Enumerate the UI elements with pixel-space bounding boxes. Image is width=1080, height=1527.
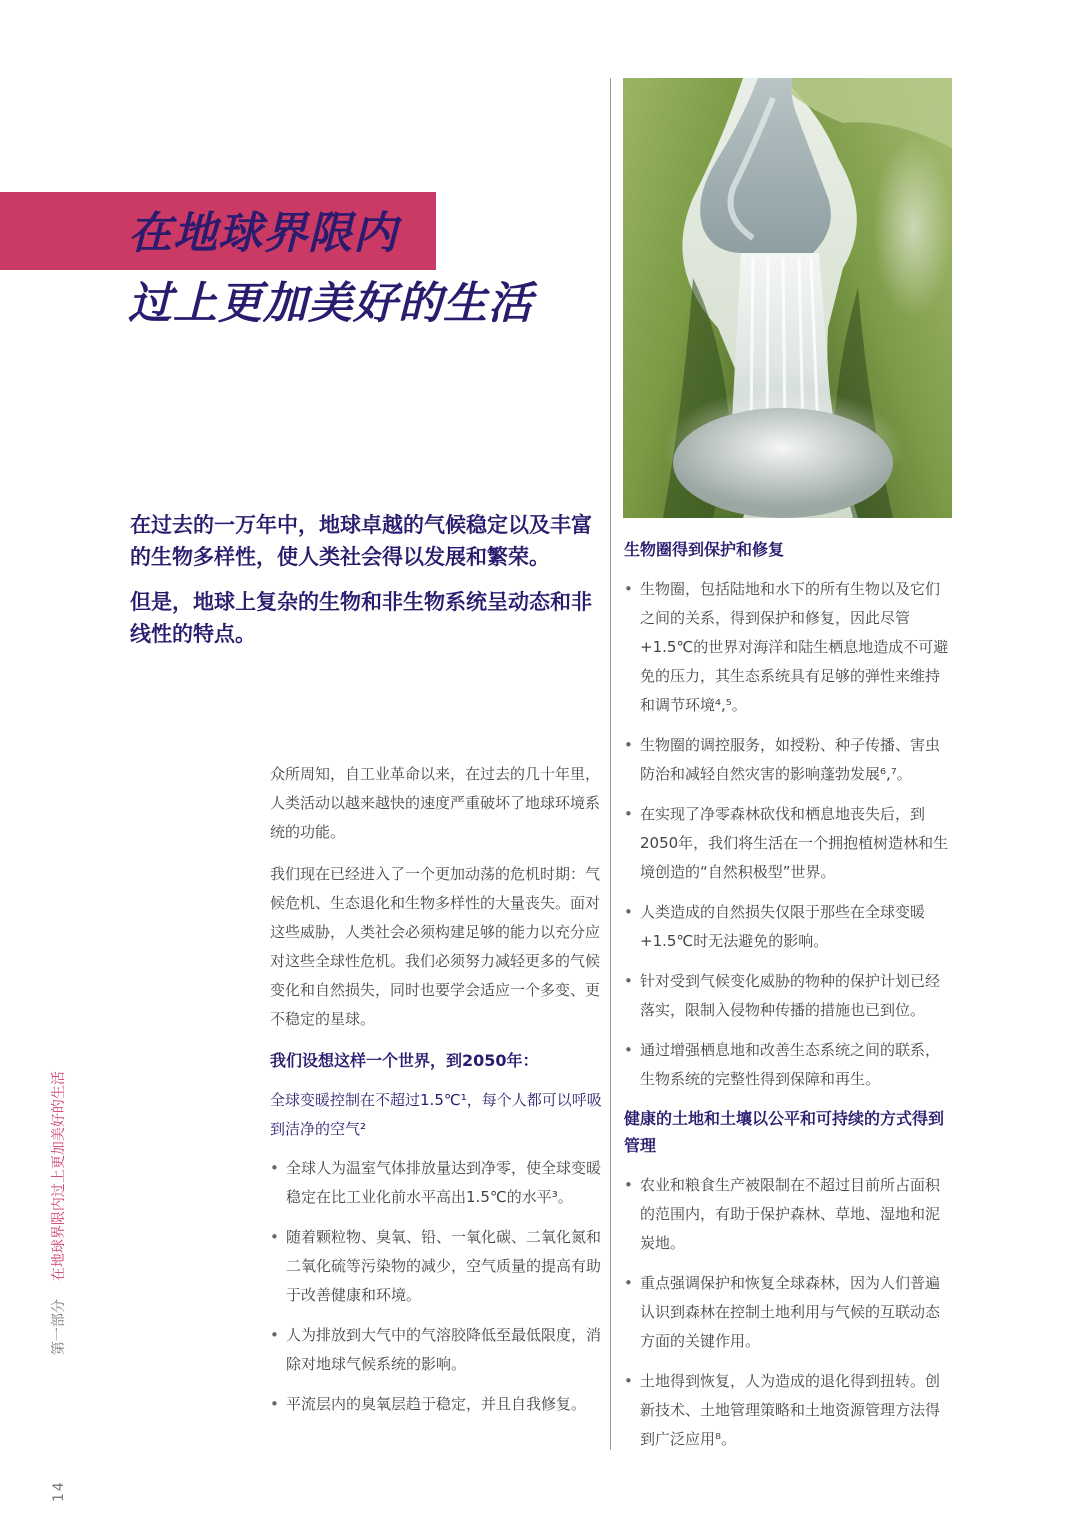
left-body-column bbox=[270, 760, 602, 1430]
bullet-icon: • bbox=[624, 805, 633, 823]
list-item-text: 人类造成的自然损失仅限于那些在全球变暖+1.5℃时无法避免的影响。 bbox=[640, 903, 926, 950]
right-body-column bbox=[624, 536, 954, 1465]
body-paragraph-2: 我们现在已经进入了一个更加动荡的危机时期：气候危机、生态退化和生物多样性的大量丧失。面对这些威胁，人类社会必须构建足够的能力以充分应对这些全球性危机。我们必须努力减轻更多的气候变化和自然损失，同时也要学会适应一个多变、更不稳定的星球。 bbox=[270, 865, 601, 1028]
bullet-icon: • bbox=[270, 1159, 279, 1177]
list-item bbox=[624, 1269, 954, 1356]
land-soil-heading: 健康的土地和土壤以公平和可持续的方式得到管理 bbox=[624, 1109, 945, 1155]
bullet-icon: • bbox=[624, 580, 633, 598]
list-item bbox=[270, 1321, 602, 1379]
list-item bbox=[624, 898, 954, 956]
bullet-icon: • bbox=[624, 1274, 633, 1292]
list-item bbox=[624, 1367, 954, 1454]
side-running-header bbox=[44, 1022, 74, 1502]
list-item bbox=[624, 731, 954, 789]
list-item-text: 在实现了净零森林砍伐和栖息地丧失后，到2050年，我们将生活在一个拥抱植树造林和生境创造的“自然积极型”世界。 bbox=[640, 805, 949, 881]
page-title-line-2: 过上更加美好的生活 bbox=[128, 278, 533, 329]
list-item bbox=[624, 1171, 954, 1258]
bullet-icon: • bbox=[270, 1326, 279, 1344]
lead-paragraph-1: 在过去的一万年中，地球卓越的气候稳定以及丰富的生物多样性，使人类社会得以发展和繁荣。 bbox=[130, 513, 592, 569]
list-item-text: 生物圈的调控服务，如授粉、种子传播、害虫防治和减轻自然灾害的影响蓬勃发展⁶,⁷。 bbox=[640, 736, 941, 783]
column-divider bbox=[610, 78, 611, 1450]
vision-heading: 我们设想这样一个世界，到2050年： bbox=[270, 1051, 539, 1070]
bullet-icon: • bbox=[624, 736, 633, 754]
list-item bbox=[624, 575, 954, 720]
list-item-text: 土地得到恢复，人为造成的退化得到扭转。创新技术、土地管理策略和土地资源管理方法得到广泛应用⁸。 bbox=[640, 1372, 941, 1448]
bullet-icon: • bbox=[270, 1395, 279, 1413]
biosphere-bullet-list bbox=[624, 575, 954, 1094]
bullet-icon: • bbox=[624, 1176, 633, 1194]
list-item-text: 随着颗粒物、臭氧、铅、一氧化碳、二氧化氮和二氧化硫等污染物的减少，空气质量的提高有助于改善健康和环境。 bbox=[286, 1228, 602, 1304]
list-item-text: 全球人为温室气体排放量达到净零，使全球变暖稳定在比工业化前水平高出1.5℃的水平³。 bbox=[286, 1159, 602, 1206]
list-item bbox=[270, 1390, 602, 1419]
list-item bbox=[624, 1036, 954, 1094]
list-item-text: 针对受到气候变化威胁的物种的保护计划已经落实，限制入侵物种传播的措施也已到位。 bbox=[640, 972, 941, 1019]
waterfall-photo bbox=[623, 78, 952, 518]
biosphere-heading: 生物圈得到保护和修复 bbox=[624, 540, 785, 559]
bullet-icon: • bbox=[624, 903, 633, 921]
list-item-text: 重点强调保护和恢复全球森林，因为人们普遍认识到森林在控制土地利用与气候的互联动态方面的关键作用。 bbox=[640, 1274, 941, 1350]
page-title-line-1: 在地球界限内 bbox=[128, 208, 398, 259]
list-item-text: 平流层内的臭氧层趋于稳定，并且自我修复。 bbox=[286, 1395, 587, 1413]
list-item bbox=[624, 967, 954, 1025]
bullet-icon: • bbox=[624, 1041, 633, 1059]
bullet-icon: • bbox=[624, 1372, 633, 1390]
list-item-text: 通过增强栖息地和改善生态系统之间的联系，生物系统的完整性得到保障和再生。 bbox=[640, 1041, 941, 1088]
list-item bbox=[270, 1223, 602, 1310]
list-item bbox=[270, 1154, 602, 1212]
part-label: 第一部分 bbox=[51, 1299, 67, 1356]
land-soil-bullet-list bbox=[624, 1171, 954, 1454]
body-paragraph-1: 众所周知，自工业革命以来，在过去的几十年里，人类活动以越来越快的速度严重破坏了地球环境系统的功能。 bbox=[270, 765, 601, 841]
bullet-icon: • bbox=[270, 1228, 279, 1246]
page-number: 14 bbox=[51, 1480, 67, 1502]
list-item bbox=[624, 800, 954, 887]
list-item-text: 生物圈，包括陆地和水下的所有生物以及它们之间的关系，得到保护和修复，因此尽管+1.5℃的世界对海洋和陆生栖息地造成不可避免的压力，其生态系统具有足够的弹性来维持和调节环境⁴,⁵。 bbox=[640, 580, 949, 714]
climate-bullet-list bbox=[270, 1154, 602, 1419]
lead-paragraph-2: 但是，地球上复杂的生物和非生物系统呈动态和非线性的特点。 bbox=[130, 590, 592, 646]
list-item-text: 人为排放到大气中的气溶胶降低至最低限度，消除对地球气候系统的影响。 bbox=[286, 1326, 602, 1373]
climate-subheading: 全球变暖控制在不超过1.5℃¹，每个人都可以呼吸到洁净的空气² bbox=[270, 1091, 602, 1138]
running-title: 在地球界限内过上更加美好的生活 bbox=[51, 1071, 67, 1282]
list-item-text: 农业和粮食生产被限制在不超过目前所占面积的范围内，有助于保护森林、草地、湿地和泥炭地。 bbox=[640, 1176, 941, 1252]
bullet-icon: • bbox=[624, 972, 633, 990]
